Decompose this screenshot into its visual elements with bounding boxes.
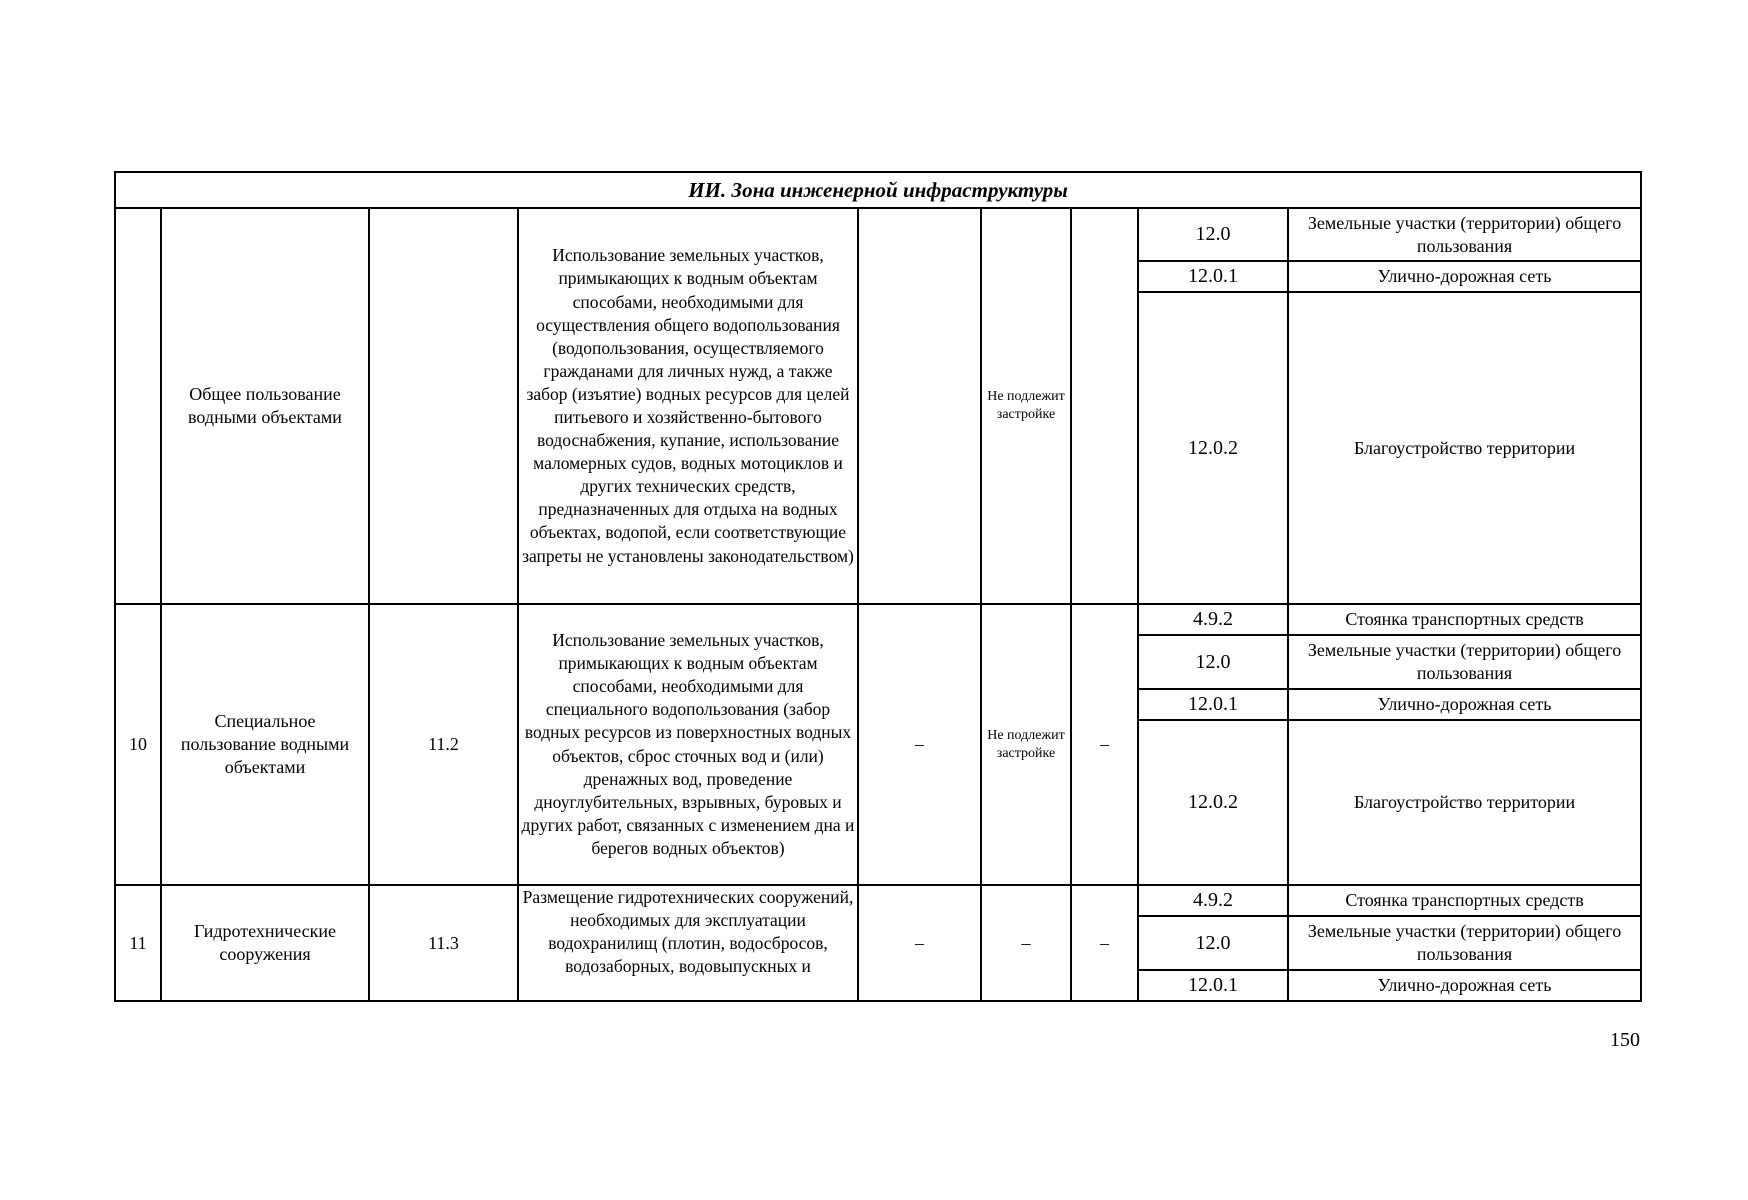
land-use-table bbox=[114, 171, 1642, 1002]
param-cell: – bbox=[858, 604, 981, 885]
use-description: Размещение гидротехнических сооружений, необходимых для эксплуатации водохранилищ (плотин, водосбросов, водозаборных, водовыпускных и bbox=[518, 885, 858, 1001]
use-description: Использование земельных участков, примыкающих к водным объектам способами, необходимыми для специального водопользования (забор водных ресурсов из поверхностных водных объектов, сброс сточных вод и (или) дренажных вод, проведение дноуглубительных, взрывных, буровых и других работ, связанных с изменением дна и берегов водных объектов) bbox=[518, 604, 858, 885]
use-code: 11.3 bbox=[369, 885, 518, 1001]
use-name: Общее пользование водными объектами bbox=[161, 208, 369, 604]
sub-code: 12.0.1 bbox=[1138, 689, 1288, 720]
build-status: Не подлежит застройке bbox=[981, 208, 1071, 604]
param-cell: – bbox=[1071, 604, 1138, 885]
sub-code: 12.0 bbox=[1138, 635, 1288, 689]
sub-name: Земельные участки (территории) общего пользования bbox=[1288, 916, 1641, 970]
sub-name: Улично-дорожная сеть bbox=[1288, 689, 1641, 720]
row-number bbox=[115, 208, 161, 604]
use-name: Гидротехнические сооружения bbox=[161, 885, 369, 1001]
param-cell: – bbox=[858, 885, 981, 1001]
zone-title: ИИ. Зона инженерной инфраструктуры bbox=[115, 172, 1641, 208]
page-number: 150 bbox=[1610, 1029, 1640, 1051]
sub-code: 12.0 bbox=[1138, 916, 1288, 970]
row-number: 10 bbox=[115, 604, 161, 885]
sub-name: Благоустройство территории bbox=[1288, 720, 1641, 885]
sub-code: 12.0.2 bbox=[1138, 720, 1288, 885]
sub-name: Благоустройство территории bbox=[1288, 292, 1641, 604]
sub-name: Земельные участки (территории) общего пользования bbox=[1288, 635, 1641, 689]
sub-name: Стоянка транспортных средств bbox=[1288, 885, 1641, 916]
use-code: 11.2 bbox=[369, 604, 518, 885]
param-cell: – bbox=[1071, 885, 1138, 1001]
sub-name: Улично-дорожная сеть bbox=[1288, 970, 1641, 1001]
sub-name: Стоянка транспортных средств bbox=[1288, 604, 1641, 635]
build-status: Не подлежит застройке bbox=[981, 604, 1071, 885]
sub-code: 12.0 bbox=[1138, 208, 1288, 261]
param-cell: – bbox=[981, 885, 1071, 1001]
param-cell bbox=[858, 208, 981, 604]
row-number: 11 bbox=[115, 885, 161, 1001]
param-cell bbox=[1071, 208, 1138, 604]
sub-name: Улично-дорожная сеть bbox=[1288, 261, 1641, 292]
use-description: Использование земельных участков, примыкающих к водным объектам способами, необходимыми для осуществления общего водопользования (водопользования, осуществляемого гражданами для личных нужд, а также забор (изъятие) водных ресурсов для целей питьевого и хозяйственно-бытового водоснабжения, купание, использование маломерных судов, водных мотоциклов и других технических средств, предназначенных для отдыха на водных объектах, водопой, если соответствующие запреты не установлены законодательством) bbox=[518, 208, 858, 604]
sub-code: 12.0.1 bbox=[1138, 261, 1288, 292]
sub-name: Земельные участки (территории) общего пользования bbox=[1288, 208, 1641, 261]
use-name: Специальное пользование водными объектами bbox=[161, 604, 369, 885]
sub-code: 12.0.1 bbox=[1138, 970, 1288, 1001]
sub-code: 4.9.2 bbox=[1138, 885, 1288, 916]
sub-code: 12.0.2 bbox=[1138, 292, 1288, 604]
use-code bbox=[369, 208, 518, 604]
sub-code: 4.9.2 bbox=[1138, 604, 1288, 635]
